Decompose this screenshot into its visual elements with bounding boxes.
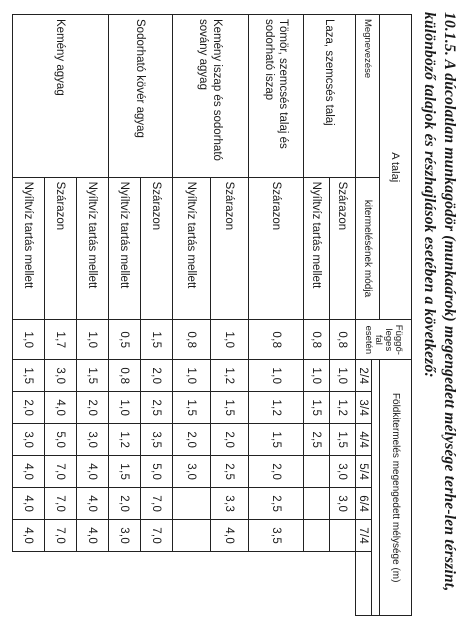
value-cell <box>304 456 330 488</box>
value-cell: 2,0 <box>13 392 45 424</box>
value-cell: 5,0 <box>45 424 77 456</box>
value-cell: 0,5 <box>109 320 141 360</box>
header-method: kitermelésének módja <box>356 177 380 320</box>
method: Szárazon <box>141 177 173 320</box>
value-cell: 2,0 <box>141 360 173 392</box>
value-cell: 1,5 <box>77 360 109 392</box>
method: Nyíltvíz tartás mellett <box>304 177 330 320</box>
col-head: 5/4 <box>356 456 372 488</box>
value-cell: 7,0 <box>45 520 77 552</box>
value-cell: 1,5 <box>141 320 173 360</box>
value-cell: 4,0 <box>77 520 109 552</box>
col-head: 2/4 <box>356 360 372 392</box>
soil-compact-granular: Tömör, szemcsés talaj és sodorható iszap <box>249 15 304 178</box>
value-cell: 7,0 <box>45 456 77 488</box>
method: Szárazon <box>211 177 249 320</box>
method: Nyíltvíz tartás mellett <box>77 177 109 320</box>
value-cell: 4,0 <box>77 488 109 520</box>
value-cell: 4,0 <box>13 456 45 488</box>
value-cell: 2,5 <box>211 456 249 488</box>
soil-hard-clay: Kemény agyag <box>13 15 109 178</box>
value-cell: 1,7 <box>45 320 77 360</box>
soil-hard-silt: Kemény iszap és sodorható sovány agyag <box>173 15 249 178</box>
value-cell: 1,0 <box>249 360 304 392</box>
method: Nyíltvíz tartás mellett <box>13 177 45 320</box>
value-cell: 4,0 <box>45 392 77 424</box>
value-cell: 1,5 <box>330 424 356 456</box>
value-cell: 0,8 <box>304 320 330 360</box>
value-cell: 1,0 <box>109 392 141 424</box>
value-cell: 1,2 <box>249 392 304 424</box>
value-cell: 3,0 <box>330 456 356 488</box>
value-cell: 1,2 <box>109 424 141 456</box>
value-cell: 4,0 <box>13 488 45 520</box>
value-cell: 4,0 <box>211 520 249 552</box>
value-cell: 0,8 <box>330 320 356 360</box>
method: Szárazon <box>249 177 304 320</box>
method: Nyíltvíz tartás mellett <box>109 177 141 320</box>
value-cell: 1,2 <box>211 360 249 392</box>
value-cell <box>304 520 330 552</box>
value-cell <box>330 520 356 552</box>
value-cell: 3,5 <box>249 520 304 552</box>
value-cell: 1,0 <box>211 320 249 360</box>
value-cell: 2,0 <box>211 424 249 456</box>
value-cell: 0,8 <box>173 320 211 360</box>
value-cell: 7,0 <box>45 488 77 520</box>
value-cell <box>173 488 211 520</box>
value-cell: 1,0 <box>13 320 45 360</box>
header-soil: A talaj <box>380 15 412 320</box>
value-cell: 4,0 <box>77 456 109 488</box>
value-cell: 1,0 <box>330 360 356 392</box>
value-cell: 1,0 <box>77 320 109 360</box>
value-cell: 3,5 <box>141 424 173 456</box>
value-cell: 0,8 <box>109 360 141 392</box>
method: Szárazon <box>330 177 356 320</box>
value-cell: 0,8 <box>249 320 304 360</box>
value-cell: 1,5 <box>211 392 249 424</box>
value-cell: 1,5 <box>13 360 45 392</box>
header-vertical: Függő-leges fal esetén <box>356 320 412 360</box>
value-cell: 1,5 <box>304 392 330 424</box>
col-head: 6/4 <box>356 488 372 520</box>
col-head <box>356 552 372 616</box>
value-cell <box>173 520 211 552</box>
header-depth: Földkitermelés megengedett mélysége (m) <box>380 360 412 616</box>
value-cell: 3,0 <box>109 520 141 552</box>
value-cell <box>304 488 330 520</box>
value-cell: 2,0 <box>173 424 211 456</box>
value-cell: 1,2 <box>330 392 356 424</box>
value-cell: 1,5 <box>109 456 141 488</box>
value-cell: 2,0 <box>77 392 109 424</box>
value-cell: 1,5 <box>173 392 211 424</box>
method: Nyíltvíz tartás mellett <box>173 177 211 320</box>
value-cell: 2,0 <box>249 456 304 488</box>
col-head: 3/4 <box>356 392 372 424</box>
value-cell: 2,0 <box>109 488 141 520</box>
value-cell: 3,0 <box>173 456 211 488</box>
value-cell: 7,0 <box>141 520 173 552</box>
value-cell: 1,0 <box>173 360 211 392</box>
value-cell: 1,0 <box>304 360 330 392</box>
value-cell: 3,0 <box>77 424 109 456</box>
value-cell: 1,5 <box>249 424 304 456</box>
value-cell: 3,0 <box>13 424 45 456</box>
value-cell: 3,0 <box>45 360 77 392</box>
depth-table <box>12 14 412 616</box>
value-cell: 3,0 <box>330 488 356 520</box>
col-head: 7/4 <box>356 520 372 552</box>
col-head: 4/4 <box>356 424 372 456</box>
value-cell: 4,0 <box>13 520 45 552</box>
method: Szárazon <box>45 177 77 320</box>
caption: 10.1.5. A dúcolatlan munkagödör (munkaárok) megengedett mélysége terhe-len térszint, különböző talajok és részhajlások esetében a következő: <box>421 12 458 592</box>
value-cell: 2,5 <box>304 424 330 456</box>
value-cell: 5,0 <box>141 456 173 488</box>
header-designation: Megnevezése <box>356 15 380 178</box>
value-cell: 3,3 <box>211 488 249 520</box>
soil-plastic-fat-clay: Sodorható kövér agyag <box>109 15 173 178</box>
value-cell: 7,0 <box>141 488 173 520</box>
value-cell: 2,5 <box>141 392 173 424</box>
value-cell: 2,5 <box>249 488 304 520</box>
soil-loose-granular: Laza, szemcsés talaj <box>304 15 356 178</box>
